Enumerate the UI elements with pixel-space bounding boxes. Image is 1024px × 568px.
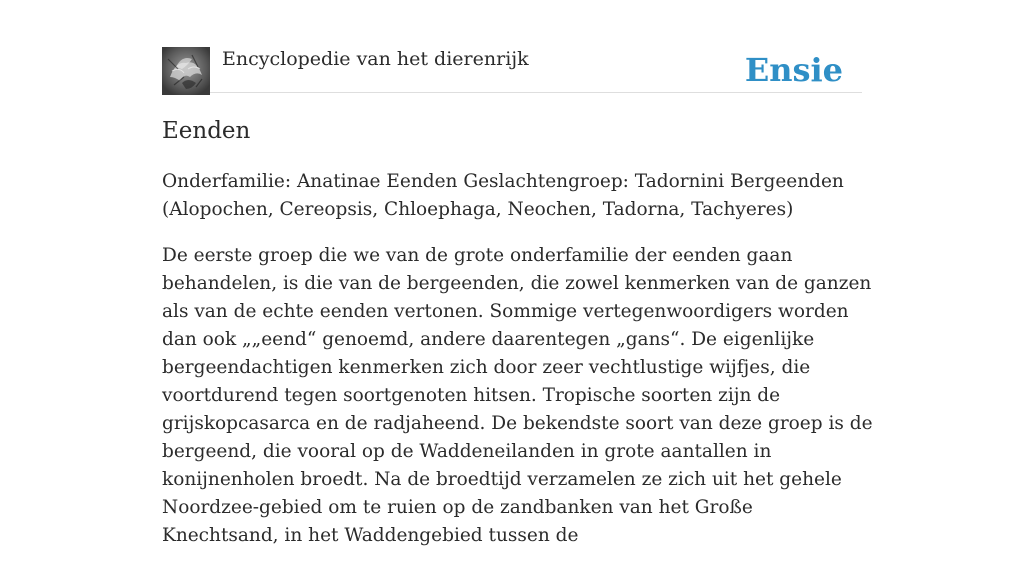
source-title[interactable]: Encyclopedie van het dierenrijk xyxy=(222,48,529,70)
entry-title: Eenden xyxy=(162,118,251,144)
ensie-logo[interactable]: Ensie xyxy=(744,51,843,89)
article-paragraph: Onderfamilie: Anatinae Eenden Geslachtengroep: Tadornini Bergeenden (Alopochen, Cereopsis, Chloephaga, Neochen, Tadorna, Tachyeres) xyxy=(162,171,844,220)
animal-illustration-avatar-icon[interactable] xyxy=(162,47,210,95)
article-paragraph: De eerste groep die we van de grote onderfamilie der eenden gaan behandelen, is die van de bergeenden, die zowel kenmerken van de ganzen als van de echte eenden vertonen. Sommige vertegenwoordigers worden dan ook „„eend“ genoemd, andere daarentegen „gans“. De eigenlijke bergeendachtigen kenmerken zich door zeer vechtlustige wijfjes, die voortdurend tegen soortgenoten hitsen. Tropische soorten zijn de grijskopcasarca en de radjaheend. De bekendste soort van deze groep is de bergeend, die vooral op de Waddeneilanden in grote aantallen in konijnenholen broedt. Na de broedtijd verzamelen ze zich uit het gehele Noordzee-gebied om te ruien op de zandbanken van het Große Knechtsand, in het Waddengebied tussen de xyxy=(162,245,873,546)
article-body xyxy=(162,168,874,568)
header xyxy=(162,46,862,93)
